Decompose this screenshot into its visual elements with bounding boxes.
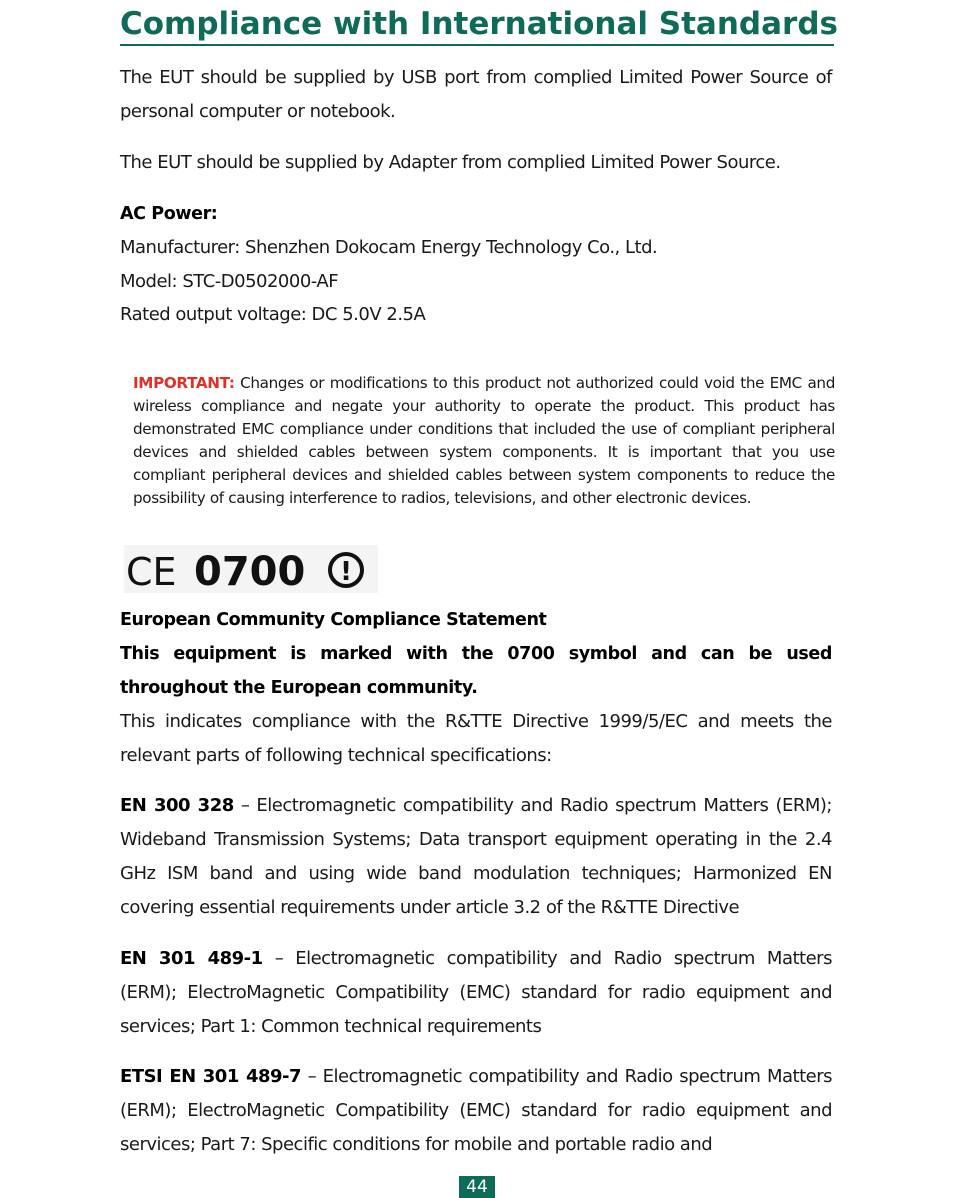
important-label: IMPORTANT: bbox=[133, 374, 235, 392]
important-notice bbox=[133, 372, 835, 511]
spec-code: ETSI EN 301 489-7 bbox=[120, 1066, 302, 1087]
important-text: Changes or modifications to this product not authorized could void the EMC and wireless compliance and negate your authority to operate the product. This product has demonstrated EMC compliance under conditions that included the use of compliant peripheral devices and shielded cables between system components. It is important that you use compliant peripheral devices and shielded cables between system components to reduce the possibility of causing interference to radios, televisions, and other electronic devices. bbox=[133, 374, 835, 508]
ac-power-rated-output: Rated output voltage: DC 5.0V 2.5A bbox=[120, 304, 426, 325]
eu-compliance-heading: European Community Compliance Statement bbox=[120, 610, 547, 630]
spec-description: – Electromagnetic compatibility and Radio spectrum Matters (ERM); ElectroMagnetic Compatibility (EMC) standard for radio equipment and services; Part 1: Common technical requirements bbox=[120, 948, 832, 1037]
usb-power-paragraph: The EUT should be supplied by USB port from complied Limited Power Source of personal computer or notebook. bbox=[120, 67, 832, 122]
spec-description: – Electromagnetic compatibility and Radio spectrum Matters (ERM); ElectroMagnetic Compatibility (EMC) standard for radio equipment and services; Part 7: Specific conditions for mobile and portable radio and bbox=[120, 1066, 832, 1155]
page-title: Compliance with International Standards bbox=[120, 4, 834, 46]
page-number: 44 bbox=[459, 1176, 495, 1198]
adapter-power-paragraph: The EUT should be supplied by Adapter from complied Limited Power Source. bbox=[120, 152, 781, 173]
ce-mark-icon bbox=[124, 545, 374, 593]
ce-0700-mark bbox=[124, 545, 378, 593]
ac-power-model: Model: STC-D0502000-AF bbox=[120, 271, 339, 292]
ce-letters: CE bbox=[126, 550, 177, 593]
ce-notified-body-number: 0700 bbox=[194, 549, 306, 593]
ac-power-heading: AC Power: bbox=[120, 204, 218, 224]
spec-en-301-489-1 bbox=[120, 942, 832, 1044]
eu-compliance-intro: This indicates compliance with the R&TTE Directive 1999/5/EC and meets the relevant parts of following technical specifications: bbox=[120, 711, 832, 766]
spec-code: EN 301 489-1 bbox=[120, 948, 263, 969]
alert-mark-icon: ! bbox=[340, 557, 352, 587]
eu-compliance-statement: This equipment is marked with the 0700 symbol and can be used throughout the European community. bbox=[120, 644, 832, 698]
spec-en-300-328 bbox=[120, 789, 832, 925]
spec-description: – Electromagnetic compatibility and Radio spectrum Matters (ERM); Wideband Transmission Systems; Data transport equipment operating in the 2.4 GHz ISM band and using wide band modulation techniques; Harmonized EN covering essential requirements under article 3.2 of the R&TTE Directive bbox=[120, 795, 832, 918]
spec-etsi-en-301-489-7 bbox=[120, 1060, 832, 1162]
ac-power-manufacturer: Manufacturer: Shenzhen Dokocam Energy Technology Co., Ltd. bbox=[120, 237, 658, 258]
spec-code: EN 300 328 bbox=[120, 795, 234, 816]
